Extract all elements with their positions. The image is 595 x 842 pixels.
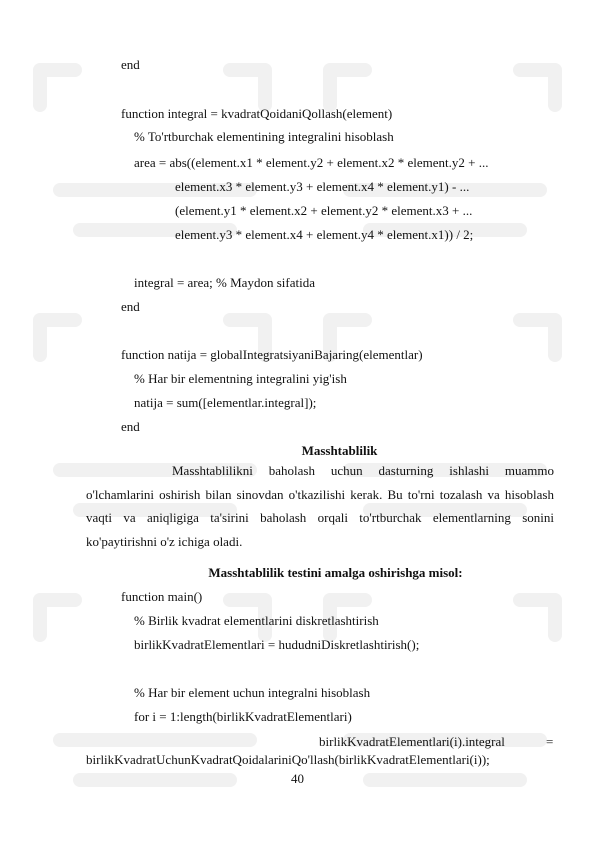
code-long-continuation: birlikKvadratUchunKvadratQoidalariniQo'llash(birlikKvadratElementlari(i));	[86, 752, 490, 767]
code-area-line-2: element.x3 * element.y3 + element.x4 * element.y1) - ...	[175, 179, 470, 194]
example-heading: Masshtablilik testini amalga oshirishga misol:	[208, 565, 463, 580]
code-function-natija: function natija = globalIntegratsiyaniBajaring(elementlar)	[121, 347, 423, 362]
code-for-line: for i = 1:length(birlikKvadratElementlari)	[134, 709, 352, 724]
code-long-equals: =	[546, 734, 554, 749]
code-comment-har: % Har bir element uchun integralni hisoblash	[134, 685, 371, 700]
page-number: 40	[291, 771, 304, 786]
code-comment-birlik: % Birlik kvadrat elementlarini diskretlashtirish	[134, 613, 379, 628]
code-function-integral: function integral = kvadratQoidaniQollash(element)	[121, 106, 393, 121]
code-comment-integral: % To'rtburchak elementining integralini hisoblash	[134, 129, 394, 144]
code-natija-assign: natija = sum([elementlar.integral]);	[134, 395, 317, 410]
code-area-line-3: (element.y1 * element.x2 + element.y2 * element.x3 + ...	[175, 203, 473, 218]
code-area-line-1: area = abs((element.x1 * element.y2 + element.x2 * element.y2 + ...	[134, 155, 489, 170]
code-long-left: birlikKvadratElementlari(i).integral	[319, 734, 505, 749]
section-heading-masshtablilik: Masshtablilik	[301, 443, 378, 458]
code-birlik-assign: birlikKvadratElementlari = hududniDiskretlashtirish();	[134, 637, 420, 652]
code-function-main: function main()	[121, 589, 203, 604]
body-paragraph: Masshtablilikni baholash uchun dasturning ishlashi muammo o'lchamlarini oshirish bilan sinovdan o'tkazilishi kerak. Bu to'rni tozalash va hisoblash vaqti va aniqligiga ta'sirini baholash orqali to'rtburchak elementlarning sonini ko'paytirishni o'z ichiga oladi.	[86, 463, 554, 549]
code-end-3: end	[121, 419, 140, 434]
code-area-line-4: element.y3 * element.x4 + element.y4 * element.x1)) / 2;	[175, 227, 474, 242]
code-integral-assign: integral = area; % Maydon sifatida	[134, 275, 315, 290]
code-end-2: end	[121, 299, 140, 314]
code-end-1: end	[121, 57, 140, 72]
code-comment-natija: % Har bir elementning integralini yig'ish	[134, 371, 347, 386]
